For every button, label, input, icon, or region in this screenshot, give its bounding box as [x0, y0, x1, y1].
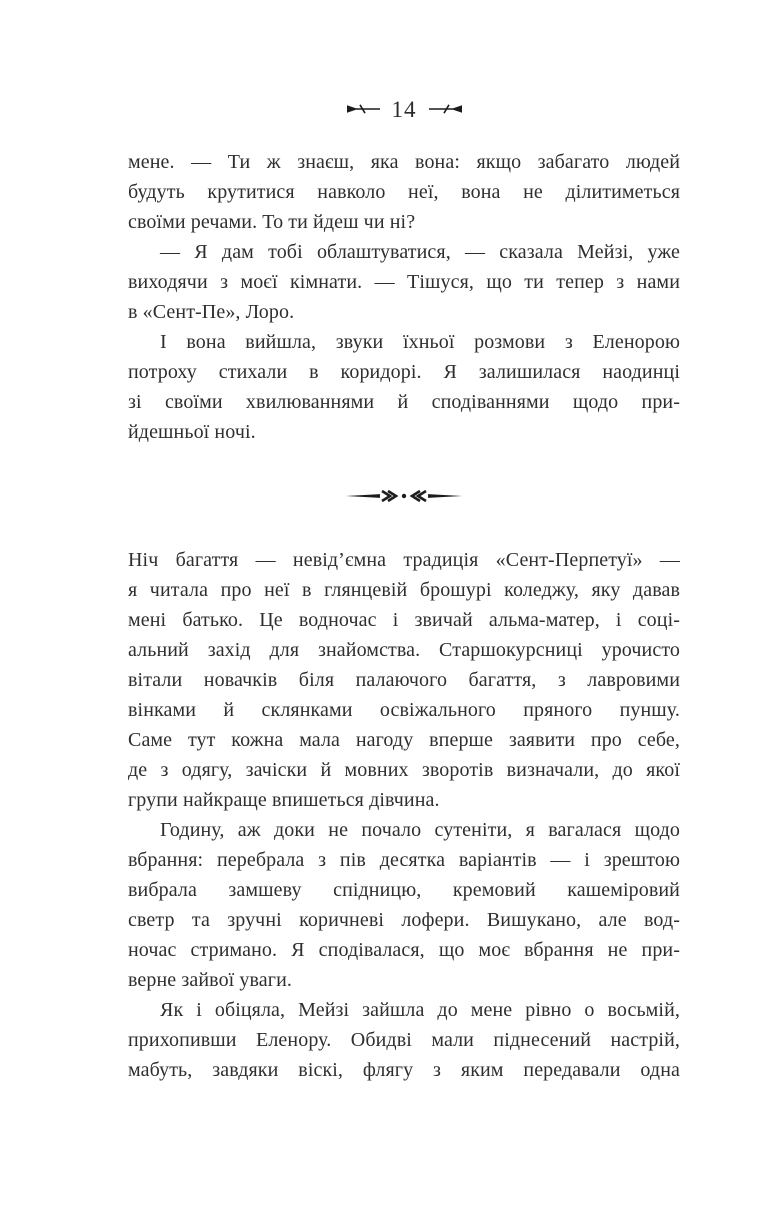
paragraph — [128, 147, 680, 237]
paragraph — [128, 815, 680, 995]
text-line: ночас стримано. Я сподівалася, що моє вбрання не при- — [128, 939, 680, 961]
page-header — [128, 94, 680, 124]
page-number: 14 — [391, 96, 417, 122]
text-line: зі своїми хвилюваннями й сподіваннями щодо при- — [128, 391, 680, 413]
text-line: групи найкраще впишеться дівчина. — [128, 789, 440, 811]
text-line: Ніч багаття — невід’ємна традиція «Сент-Перпетуї» — — [128, 549, 680, 571]
text-line: де з одягу, зачіски й мовних зворотів визначали, до якої — [128, 759, 680, 781]
page-body — [128, 147, 680, 1085]
paragraph — [128, 545, 680, 815]
text-line: альний захід для знайомства. Старшокурсниці урочисто — [128, 639, 680, 661]
text-line: Саме тут кожна мала нагоду вперше заявити про себе, — [128, 729, 680, 751]
section-divider-icon — [346, 489, 462, 503]
text-line: светр та зручні коричневі лофери. Вишукано, але вод- — [128, 909, 680, 931]
text-line: своїми речами. То ти йдеш чи ні? — [128, 211, 416, 233]
header-arrow-left-icon — [346, 103, 380, 115]
paragraph — [128, 327, 680, 447]
text-line: я читала про неї в глянцевій брошурі коледжу, яку давав — [128, 579, 680, 601]
header-arrow-right-icon — [429, 103, 463, 115]
text-line: І вона вийшла, звуки їхньої розмови з Еленорою — [160, 331, 680, 353]
text-line: прихопивши Еленору. Обидві мали піднесений настрій, — [128, 1029, 680, 1051]
text-line: вибрала замшеву спідницю, кремовий кашеміровий — [128, 879, 680, 901]
section-divider — [128, 447, 680, 545]
paragraph — [128, 995, 680, 1085]
text-line: мене. — Ти ж знаєш, яка вона: якщо забагато людей — [128, 151, 680, 173]
text-line: верне зайвої уваги. — [128, 969, 292, 991]
paragraph — [128, 237, 680, 327]
text-line: вбрання: перебрала з пів десятка варіантів — і зрештою — [128, 849, 680, 871]
text-line: вінками й склянками освіжального пряного пуншу. — [128, 699, 680, 721]
text-line: вітали новачків біля палаючого багаття, з лавровими — [128, 669, 680, 691]
text-line: Годину, аж доки не почало сутеніти, я вагалася щодо — [160, 819, 680, 841]
text-line: мені батько. Це водночас і звичай альма-матер, і соці- — [128, 609, 680, 631]
text-line: в «Сент-Пе», Лоро. — [128, 301, 295, 323]
text-line: виходячи з моєї кімнати. — Тішуся, що ти тепер з нами — [128, 271, 680, 293]
text-line: мабуть, завдяки віскі, флягу з яким передавали одна — [128, 1059, 680, 1081]
text-line: йдешньої ночі. — [128, 421, 256, 443]
text-line: потроху стихали в коридорі. Я залишилася наодинці — [128, 361, 680, 383]
text-line: будуть крутитися навколо неї, вона не ділитиметься — [128, 181, 680, 203]
text-line: Як і обіцяла, Мейзі зайшла до мене рівно о восьмій, — [160, 999, 680, 1021]
text-line: — Я дам тобі облаштуватися, — сказала Мейзі, уже — [160, 241, 680, 263]
